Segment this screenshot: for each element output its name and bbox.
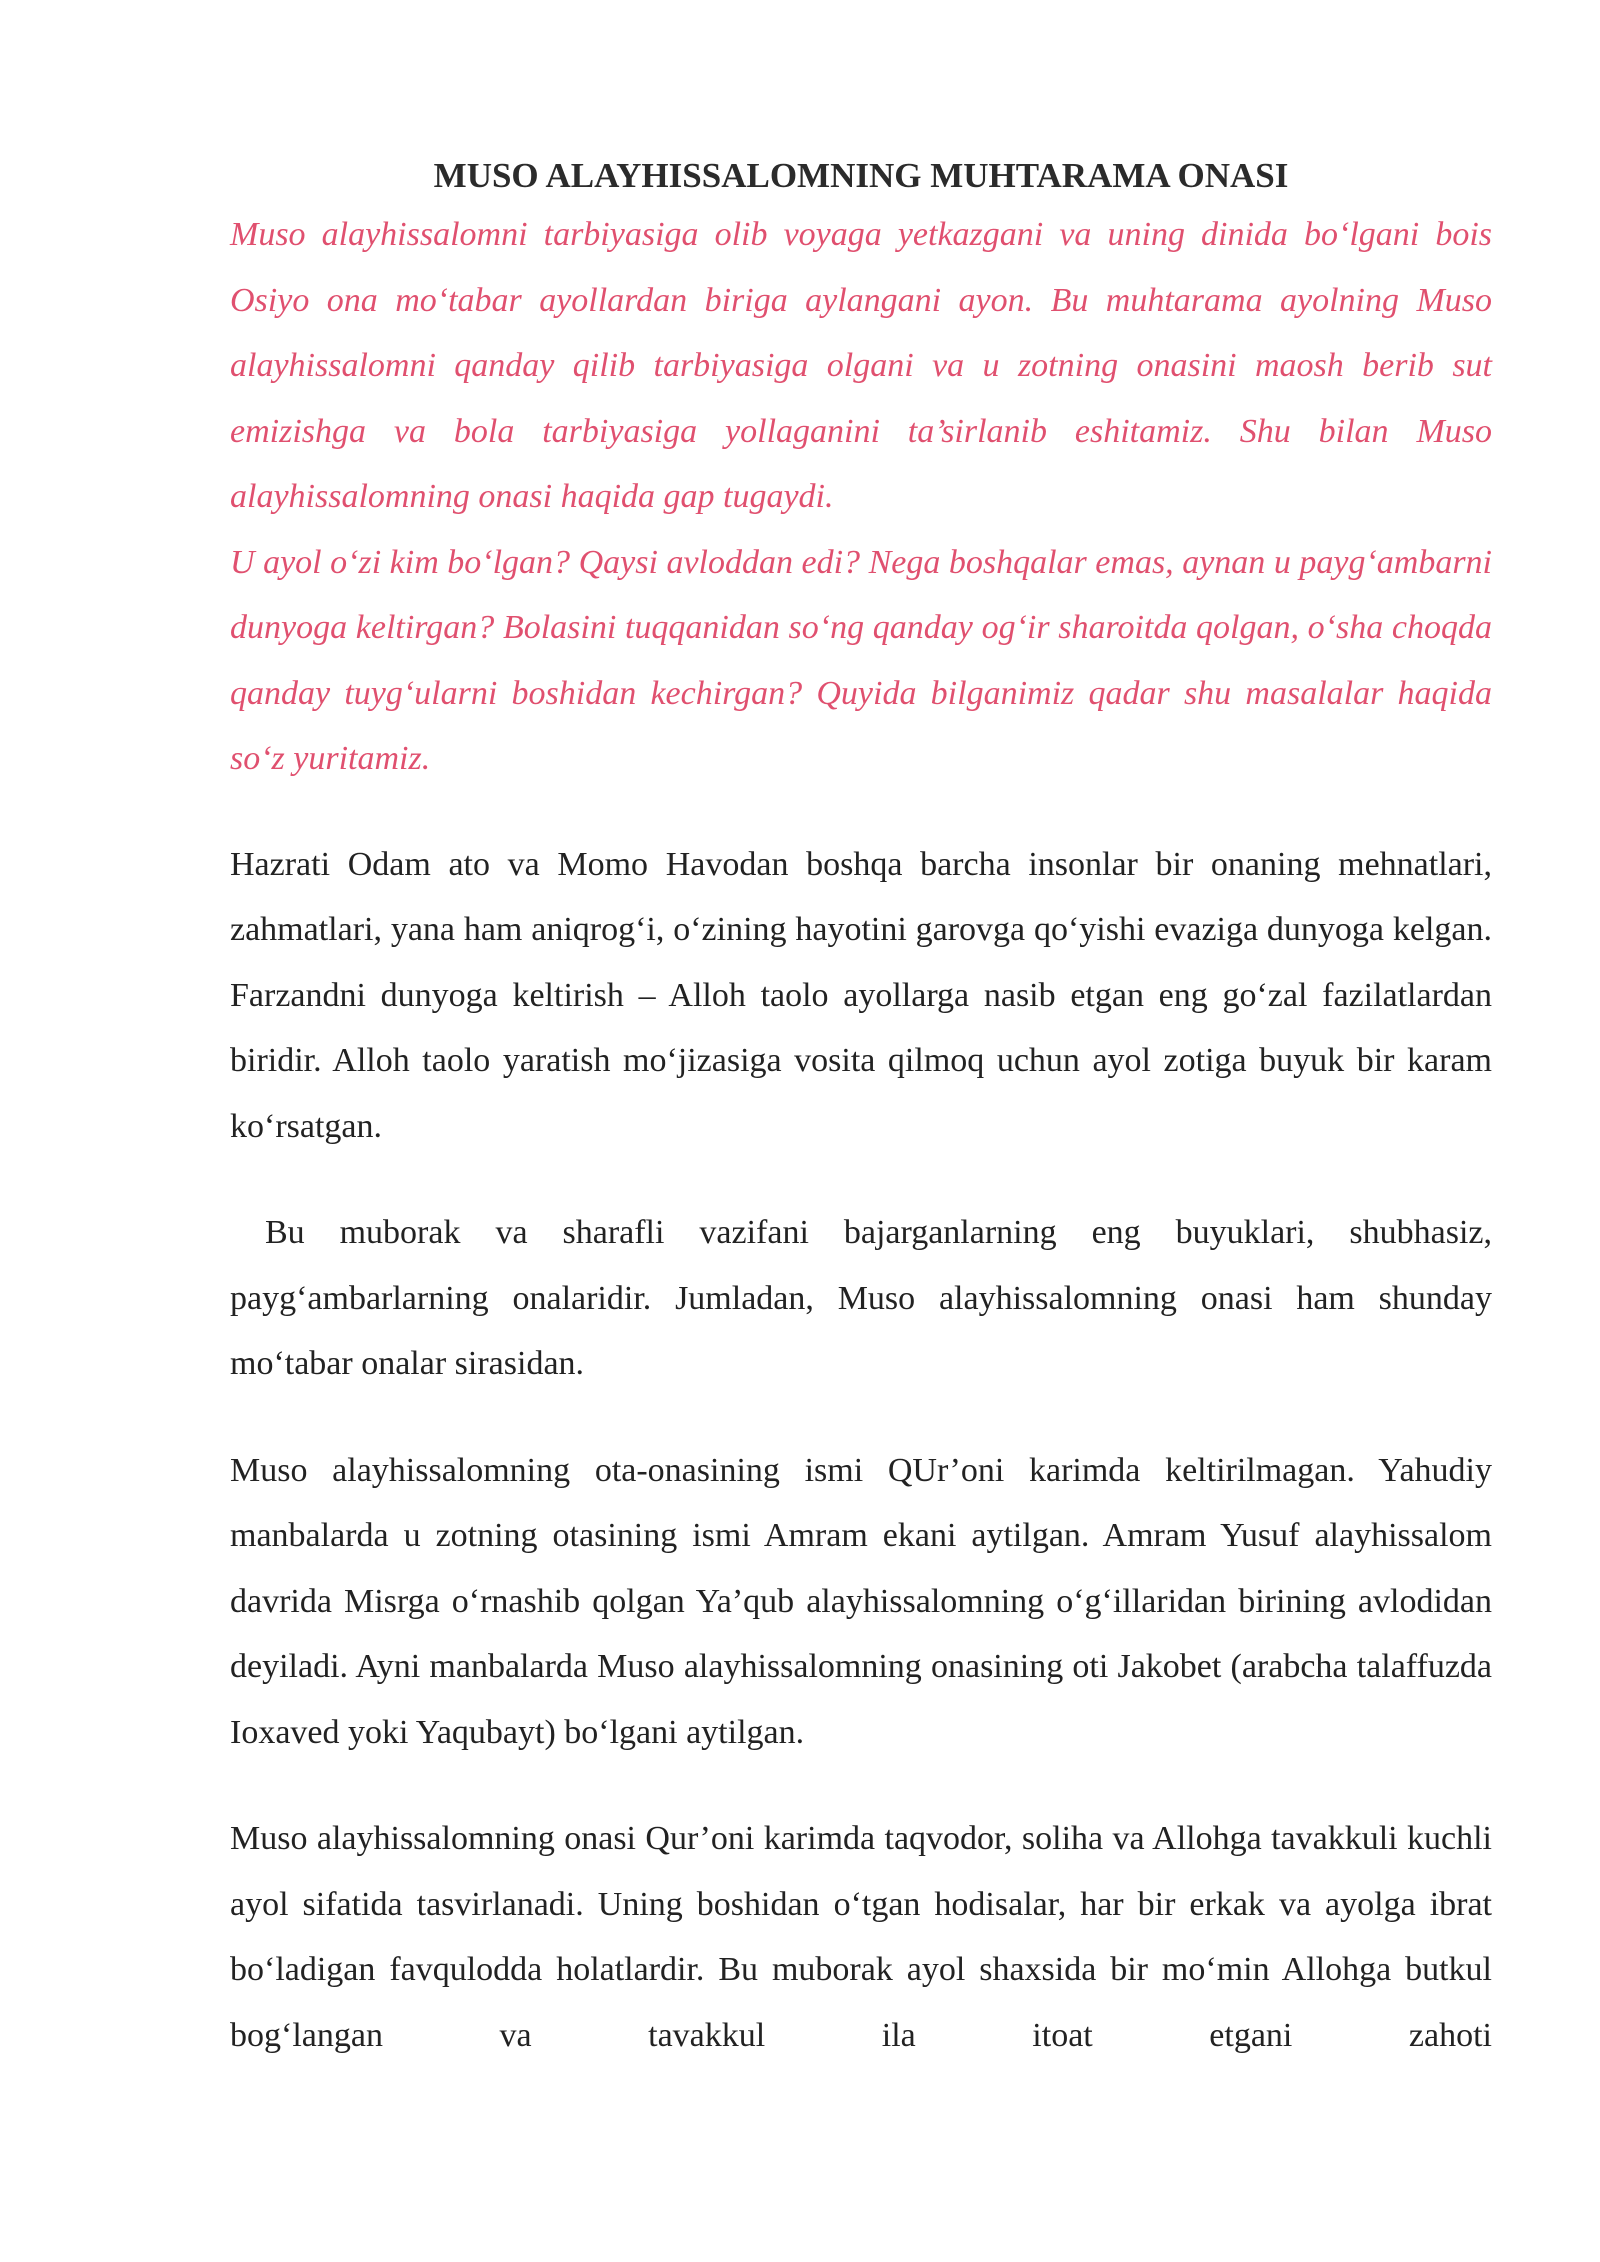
document-page bbox=[230, 150, 1501, 2068]
intro-paragraph-1: Muso alayhissalomni tarbiyasiga olib voyaga yetkazgani va uning dinida bo‘lgani bois Osiyo ona mo‘tabar ayollardan biriga aylangani ayon. Bu muhtarama ayolning Muso alayhissalomni qanday qilib tarbiyasiga olgani va u zotning onasini maosh berib sut emizishga va bola tarbiyasiga yollaganini ta’sirlanib eshitamiz. Shu bilan Muso alayhissalomning onasi haqida gap tugaydi. bbox=[230, 216, 1492, 515]
body-paragraph-4: Muso alayhissalomning onasi Qur’oni karimda taqvodor, soliha va Allohga tavakkuli kuchli ayol sifatida tasvirlanadi. Uning boshidan o‘tgan hodisalar, har bir erkak va ayolga ibrat bo‘ladigan favqulodda holatlardir. Bu muborak ayol shaxsida bir mo‘min Allohga butkul bog‘langan va tavakkul ila itoat etgani zahoti bbox=[230, 1820, 1492, 2054]
intro-paragraph-2: U ayol o‘zi kim bo‘lgan? Qaysi avloddan edi? Nega boshqalar emas, aynan u payg‘ambarni dunyoga keltirgan? Bolasini tuqqanidan so‘ng qanday og‘ir sharoitda qolgan, o‘sha choqda qanday tuyg‘ularni boshidan kechirgan? Quyida bilganimiz qadar shu masalalar haqida so‘z yuritamiz. bbox=[230, 543, 1492, 777]
document-title: MUSO ALAYHISSALOMNING MUHTARAMA ONASI bbox=[433, 156, 1289, 195]
body-paragraph-1: Hazrati Odam ato va Momo Havodan boshqa barcha insonlar bir onaning mehnatlari, zahmatlari, yana ham aniqrog‘i, o‘zining hayotini garovga qo‘yishi evaziga dunyoga kelgan. Farzandni dunyoga keltirish – Alloh taolo ayollarga nasib etgan eng go‘zal fazilatlardan biridir. Alloh taolo yaratish mo‘jizasiga vosita qilmoq uchun ayol zotiga buyuk bir karam ko‘rsatgan. bbox=[230, 845, 1492, 1145]
body-paragraph-2: Bu muborak va sharafli vazifani bajarganlarning eng buyuklari, shubhasiz, payg‘ambarlarning onalaridir. Jumladan, Muso alayhissalomning onasi ham shunday mo‘tabar onalar sirasidan. bbox=[230, 1214, 1501, 1382]
body-paragraph-3: Muso alayhissalomning ota-onasining ismi QUr’oni karimda keltirilmagan. Yahudiy manbalarda u zotning otasining ismi Amram ekani aytilgan. Amram Yusuf alayhissalom davrida Misrga o‘rnashib qolgan Ya’qub alayhissalomning o‘g‘illaridan birining avlodidan deyiladi. Ayni manbalarda Muso alayhissalomning onasining oti Jakobet (arabcha talaffuzda Ioxaved yoki Yaqubayt) bo‘lgani aytilgan. bbox=[230, 1451, 1492, 1751]
spacer bbox=[230, 1765, 1492, 1806]
spacer bbox=[230, 1397, 1492, 1438]
spacer bbox=[230, 1159, 1492, 1200]
spacer bbox=[230, 792, 1492, 832]
